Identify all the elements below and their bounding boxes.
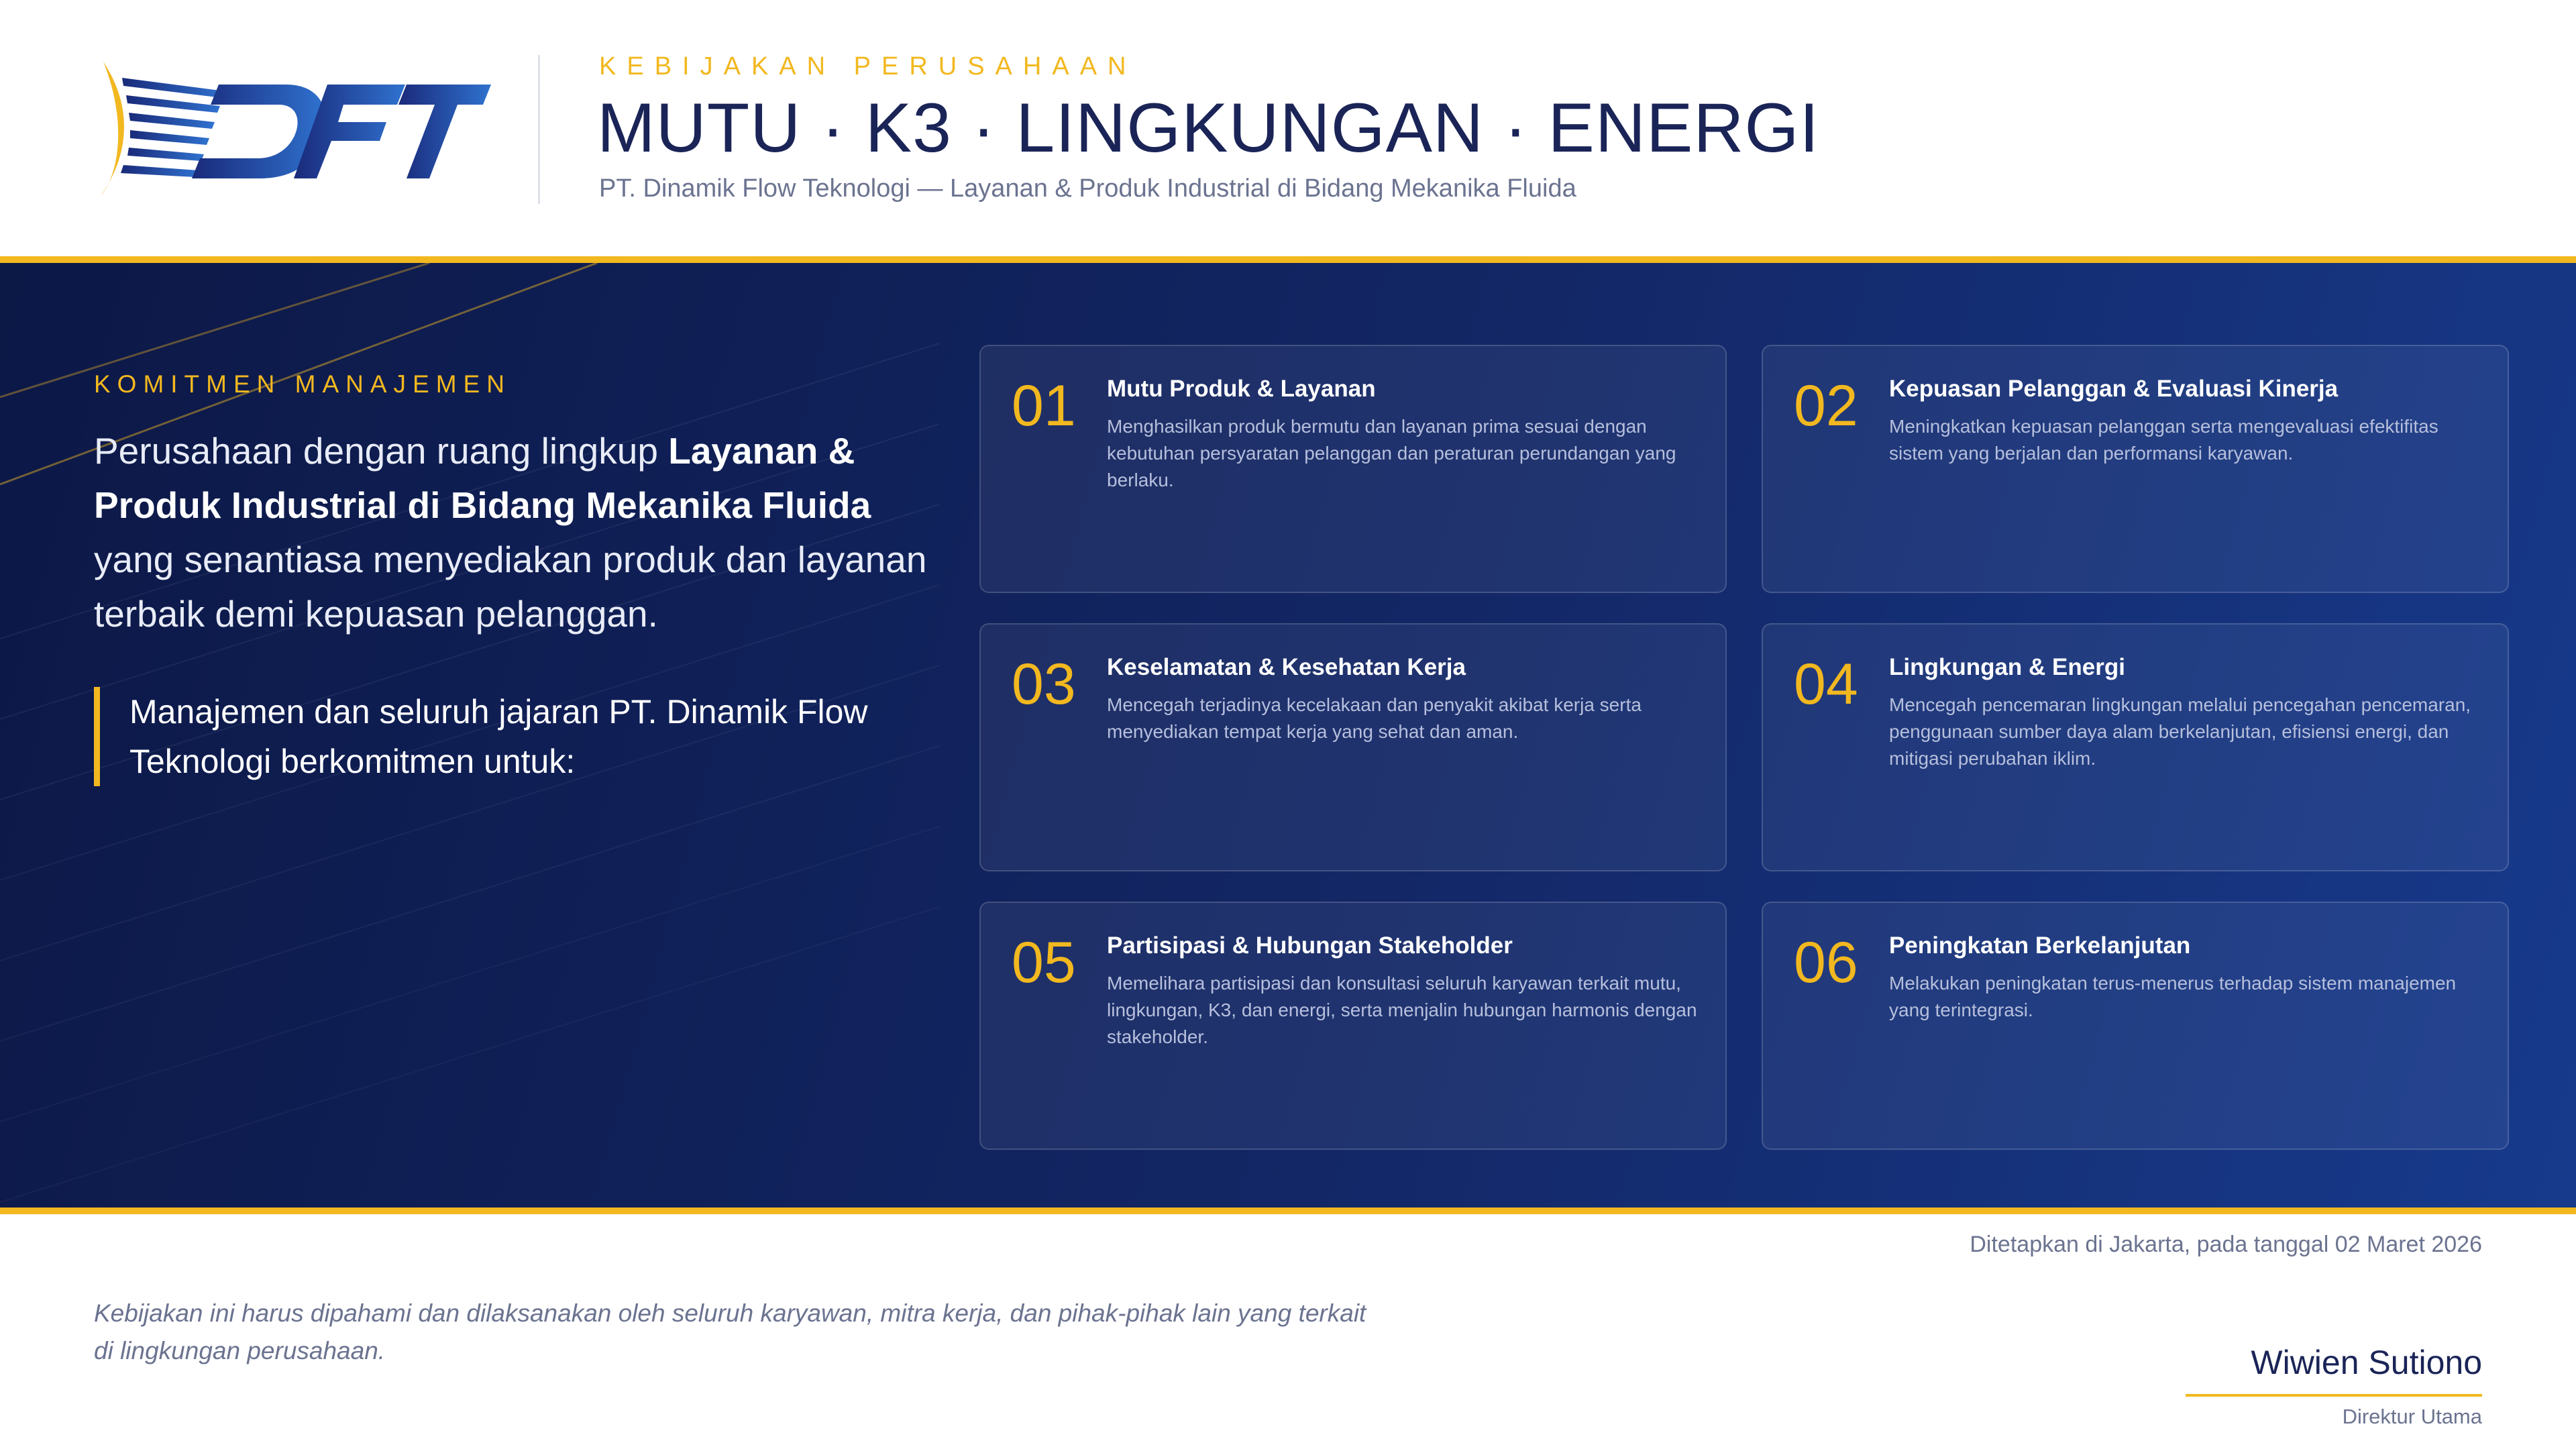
signer-name: Wiwien Sutiono [2251, 1344, 2482, 1381]
intro-paragraph [94, 424, 946, 641]
page-subtitle: PT. Dinamik Flow Teknologi — Layanan & Produk Industrial di Bidang Mekanika Fluida [599, 174, 1576, 203]
header-divider [538, 55, 540, 204]
card-title: Partisipasi & Hubungan Stakeholder [1107, 932, 1513, 959]
section-label: KOMITMEN MANAJEMEN [94, 370, 511, 398]
issued-date: Ditetapkan di Jakarta, pada tanggal 02 Maret 2026 [1970, 1232, 2482, 1257]
policy-band [0, 256, 2576, 1214]
card-description: Mencegah terjadinya kecelakaan dan penyakit akibat kerja serta menyediakan tempat kerja yang sehat dan aman. [1107, 694, 1642, 742]
header-eyebrow: KEBIJAKAN PERUSAHAAN [599, 52, 1137, 80]
card-title: Lingkungan & Energi [1889, 654, 2125, 680]
dft-logo-icon [91, 58, 494, 199]
card-number: 03 [1012, 652, 1076, 716]
card-description: Mencegah pencemaran lingkungan melalui pencegahan pencemaran, penggunaan sumber daya alam berkelanjutan, efisiensi energi, dan mitigasi perubahan iklim. [1889, 694, 2471, 769]
footer-note: Kebijakan ini harus dipahami dan dilaksanakan oleh seluruh karyawan, mitra kerja, dan pihak-pihak lain yang terkait di lingkungan perusahaan. [94, 1299, 1366, 1364]
policy-card [1762, 345, 2509, 593]
card-number: 04 [1794, 652, 1858, 716]
card-title: Kepuasan Pelanggan & Evaluasi Kinerja [1889, 376, 2339, 402]
policy-card [979, 902, 1727, 1150]
policy-card [979, 623, 1727, 871]
card-title: Peningkatan Berkelanjutan [1889, 932, 2191, 959]
intro-text-bold: Layanan & Produk Industrial di Bidang Mekanika Fluida [94, 430, 871, 526]
card-description: Meningkatkan kepuasan pelanggan serta mengevaluasi efektifitas sistem yang berjalan dan performansi karyawan. [1889, 416, 2438, 464]
intro-text-post: yang senantiasa menyediakan produk dan layanan terbaik demi kepuasan pelanggan. [94, 539, 927, 635]
card-description: Melakukan peningkatan terus-menerus terhadap sistem manajemen yang terintegrasi. [1889, 973, 2457, 1020]
card-title: Keselamatan & Kesehatan Kerja [1107, 654, 1466, 680]
intro-text-pre: Perusahaan dengan ruang lingkup [94, 430, 669, 472]
commitment-quote: Manajemen dan seluruh jajaran PT. Dinamik Flow Teknologi berkomitmen untuk: [94, 687, 946, 786]
card-description: Memelihara partisipasi dan konsultasi seluruh karyawan terkait mutu, lingkungan, K3, dan energi, serta menjalin hubungan harmonis dengan stakeholder. [1107, 973, 1697, 1047]
policy-card [1762, 623, 2509, 871]
header [0, 0, 2576, 256]
signer-role: Direktur Utama [2342, 1405, 2482, 1428]
card-number: 05 [1012, 930, 1076, 995]
policy-card [1762, 902, 2509, 1150]
card-number: 02 [1794, 374, 1858, 438]
card-number: 06 [1794, 930, 1858, 995]
card-description: Menghasilkan produk bermutu dan layanan prima sesuai dengan kebutuhan persyaratan pelanggan dan peraturan perundangan yang berlaku. [1107, 416, 1676, 490]
card-title: Mutu Produk & Layanan [1107, 376, 1376, 402]
card-number: 01 [1012, 374, 1076, 438]
signature-line [2186, 1394, 2482, 1397]
policy-card [979, 345, 1727, 593]
page-title: MUTU · K3 · LINGKUNGAN · ENERGI [597, 89, 1820, 167]
